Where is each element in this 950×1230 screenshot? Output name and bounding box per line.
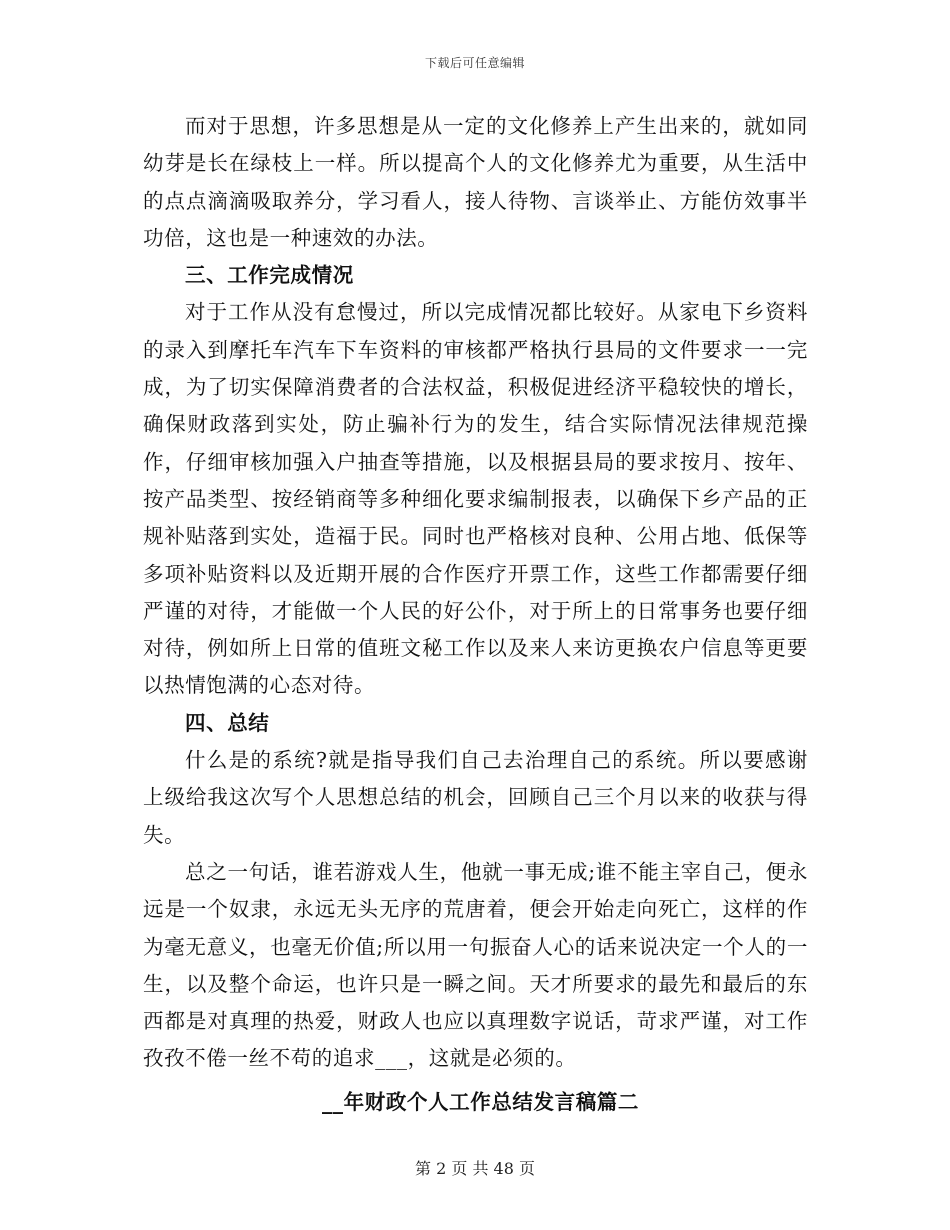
paragraph-work-completion: 对于工作从没有怠慢过，所以完成情况都比较好。从家电下乡资料的录入到摩托车汽车下车资料的审核都严格执行县局的文件要求一一完成，为了切实保障消费者的合法权益，积极促进经济平稳较快的增长，确保财政落到实处，防止骗补行为的发生，结合实际情况法律规范操作，仔细审核加强入户抽查等措施，以及根据县局的要求按月、按年、按产品类型、按经销商等多种细化要求编制报表，以确保下乡产品的正规补贴落到实处，造福于民。同时也严格核对良种、公用占地、低保等多项补贴资料以及近期开展的合作医疗开票工作，这些工作都需要仔细严谨的对待，才能做一个人民的好公仆，对于所上的日常事务也要仔细对待，例如所上日常的值班文秘工作以及来人来访更换农户信息等更要以热情饱满的心态对待。 [143, 300, 808, 698]
section-heading-summary: 四、总结 [185, 710, 270, 735]
next-article-title: __年财政个人工作总结发言稿篇二 [321, 1089, 640, 1114]
section-heading-work-completion: 三、工作完成情况 [185, 263, 354, 288]
document-body [143, 108, 808, 1121]
paragraph-system: 什么是的系统?就是指导我们自己去治理自己的系统。所以要感谢上级给我这次写个人思想总结的机会，回顾自己三个月以来的收获与得失。 [143, 748, 808, 847]
paragraph-culture: 而对于思想，许多思想是从一定的文化修养上产生出来的，就如同幼芽是长在绿枝上一样。所以提高个人的文化修养尤为重要，从生活中的点点滴滴吸取养分，学习看人，接人待物、言谈举止、方能仿效事半功倍，这也是一种速效的办法。 [143, 114, 808, 250]
page-header-note: 下载后可任意编辑 [424, 56, 525, 70]
page-number-footer: 第 2 页 共 48 页 [415, 1159, 535, 1178]
paragraph-conclusion: 总之一句话，谁若游戏人生，他就一事无成;谁不能主宰自己，便永远是一个奴隶，永远无头无序的荒唐着，便会开始走向死亡，这样的作为毫无意义，也毫无价值;所以用一句振奋人心的话来说决定一个人的一生，以及整个命运，也许只是一瞬之间。天才所要求的最先和最后的东西都是对真理的热爱，财政人也应以真理数字说话，苛求严谨，对工作孜孜不倦一丝不苟的追求___，这就是必须的。 [143, 859, 808, 1071]
